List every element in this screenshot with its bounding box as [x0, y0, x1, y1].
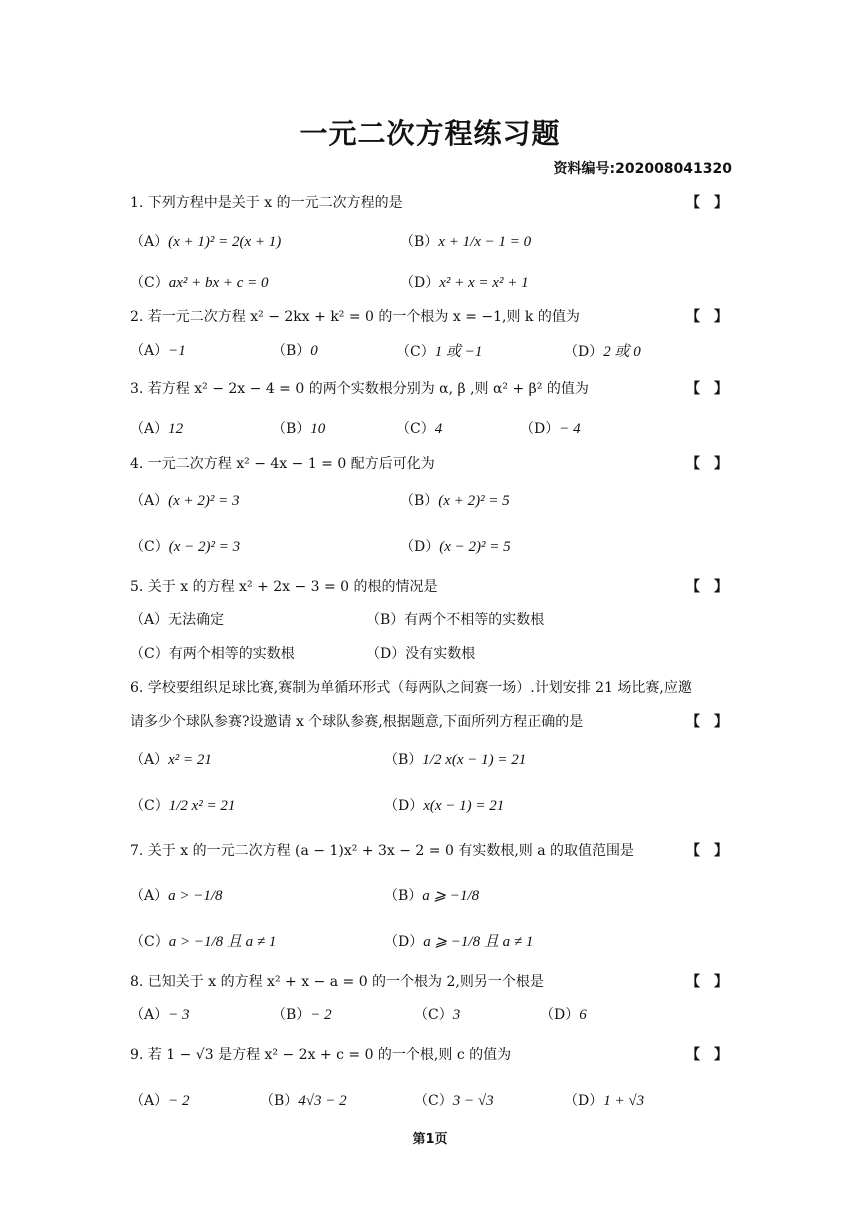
q7-option-d — [384, 930, 533, 951]
document-number: 资料编号:202008041320 — [553, 161, 732, 177]
option-label: （B） — [384, 752, 423, 768]
option-expr: (x + 2)² = 3 — [168, 493, 240, 509]
option-label: （A） — [130, 752, 169, 768]
option-expr: 3 — [452, 1007, 461, 1023]
q3-option-c — [396, 418, 442, 438]
option-label: （A） — [130, 612, 169, 628]
q6-option-a — [130, 749, 212, 769]
q9-option-a — [130, 1090, 190, 1110]
option-expr: − 2 — [310, 1007, 332, 1023]
answer-bracket-6: 【 】 — [686, 714, 728, 730]
option-expr: (x − 2)² = 5 — [439, 539, 511, 555]
q8-option-d — [540, 1004, 587, 1024]
question-1-stem: 1. 下列方程中是关于 x 的一元二次方程的是 — [130, 195, 403, 211]
option-expr: − 4 — [559, 421, 581, 437]
q8-option-a — [130, 1004, 190, 1024]
question-8-stem: 8. 已知关于 x 的方程 x² + x − a = 0 的一个根为 2,则另一个根是 — [130, 974, 544, 990]
option-label: （C） — [130, 646, 169, 662]
answer-bracket-7: 【 】 — [686, 843, 728, 859]
option-label: （D） — [384, 798, 424, 814]
q4-option-b — [400, 490, 510, 510]
option-expr: 4 — [434, 421, 443, 437]
option-label: （C） — [130, 934, 169, 950]
option-label: （B） — [272, 343, 311, 359]
q9-option-c — [414, 1090, 494, 1110]
option-expr: 6 — [579, 1007, 587, 1023]
q3-option-b — [272, 418, 325, 438]
option-expr: 4√3 − 2 — [298, 1093, 347, 1109]
option-label: （B） — [400, 493, 439, 509]
option-expr: x(x − 1) = 21 — [423, 798, 505, 814]
option-expr: a > −1/8 — [168, 888, 223, 904]
option-expr: 1/2 x(x − 1) = 21 — [422, 752, 527, 768]
option-expr: 有两个相等的实数根 — [168, 646, 295, 662]
q8-option-c — [414, 1004, 460, 1024]
option-label: （B） — [272, 1007, 311, 1023]
option-expr: x + 1/x − 1 = 0 — [438, 234, 532, 250]
option-label: （D） — [384, 934, 424, 950]
q1-option-a — [130, 231, 281, 251]
question-3-stem: 3. 若方程 x² − 2x − 4 = 0 的两个实数根分别为 α, β ,则 α² + β² 的值为 — [130, 381, 589, 397]
option-label: （A） — [130, 888, 169, 904]
question-7-stem: 7. 关于 x 的一元二次方程 (a − 1)x² + 3x − 2 = 0 有实数根,则 a 的取值范围是 — [130, 843, 635, 859]
option-label: （D） — [400, 275, 440, 291]
option-expr: −1 — [168, 343, 186, 359]
option-expr: 有两个不相等的实数根 — [404, 612, 545, 628]
answer-bracket-2: 【 】 — [686, 309, 728, 325]
q6-option-c — [130, 795, 235, 815]
q1-option-d — [400, 272, 529, 292]
option-expr: 3 − √3 — [452, 1093, 494, 1109]
option-expr: 1/2 x² = 21 — [168, 798, 236, 814]
answer-bracket-3: 【 】 — [686, 381, 728, 397]
q2-option-a — [130, 340, 186, 360]
q7-option-b — [384, 885, 479, 905]
option-label: （C） — [396, 421, 435, 437]
question-2-stem: 2. 若一元二次方程 x² − 2kx + k² = 0 的一个根为 x = −1,则 k 的值为 — [130, 309, 580, 325]
q9-option-d — [564, 1090, 644, 1110]
option-expr: − 2 — [168, 1093, 190, 1109]
q4-option-c — [130, 536, 240, 556]
option-expr: ax² + bx + c = 0 — [168, 275, 269, 291]
option-label: （D） — [366, 646, 406, 662]
question-9-stem: 9. 若 1 − √3 是方程 x² − 2x + c = 0 的一个根,则 c 的值为 — [130, 1047, 512, 1063]
q5-option-a — [130, 609, 224, 629]
option-expr: x² = 21 — [168, 752, 212, 768]
question-4-stem: 4. 一元二次方程 x² − 4x − 1 = 0 配方后可化为 — [130, 456, 435, 472]
q1-option-c — [130, 272, 269, 292]
option-expr: − 3 — [168, 1007, 190, 1023]
q2-option-d — [564, 340, 641, 361]
option-expr: 无法确定 — [168, 612, 225, 628]
option-expr: (x + 1)² = 2(x + 1) — [168, 234, 282, 250]
option-label: （B） — [260, 1093, 299, 1109]
q5-option-c — [130, 643, 295, 663]
option-label: （C） — [130, 539, 169, 555]
q8-option-b — [272, 1004, 332, 1024]
option-expr: 12 — [168, 421, 184, 437]
question-6-stem-cont: 请多少个球队参赛?设邀请 x 个球队参赛,根据题意,下面所列方程正确的是 — [130, 714, 584, 730]
option-label: （B） — [384, 888, 423, 904]
option-label: （B） — [272, 421, 311, 437]
option-label: （C） — [130, 798, 169, 814]
answer-bracket-5: 【 】 — [686, 579, 728, 595]
option-label: （D） — [564, 344, 604, 360]
q3-option-d — [520, 418, 581, 438]
q1-option-b — [400, 231, 531, 251]
option-label: （C） — [396, 344, 435, 360]
page-footer: 第1页 — [412, 1132, 448, 1147]
option-label: （A） — [130, 234, 169, 250]
option-expr: 10 — [310, 421, 326, 437]
q5-option-b — [366, 609, 544, 629]
option-expr: a ⩾ −1/8 且 a ≠ 1 — [423, 934, 534, 950]
option-expr: x² + x = x² + 1 — [439, 275, 529, 291]
option-label: （A） — [130, 1093, 169, 1109]
option-label: （D） — [520, 421, 560, 437]
answer-bracket-1: 【 】 — [686, 195, 728, 211]
option-expr: (x + 2)² = 5 — [438, 493, 510, 509]
q2-option-b — [272, 340, 318, 360]
option-label: （B） — [366, 612, 405, 628]
option-label: （A） — [130, 343, 169, 359]
option-label: （D） — [540, 1007, 580, 1023]
answer-bracket-9: 【 】 — [686, 1047, 728, 1063]
option-label: （C） — [130, 275, 169, 291]
option-label: （D） — [400, 539, 440, 555]
option-label: （A） — [130, 493, 169, 509]
q7-option-c — [130, 930, 276, 951]
q2-option-c — [396, 340, 482, 361]
page-title: 一元二次方程练习题 — [299, 117, 561, 150]
answer-bracket-8: 【 】 — [686, 974, 728, 990]
q6-option-d — [384, 795, 504, 815]
option-label: （A） — [130, 421, 169, 437]
option-expr: 0 — [310, 343, 318, 359]
option-expr: 没有实数根 — [405, 646, 476, 662]
question-6-stem: 6. 学校要组织足球比赛,赛制为单循环形式（每两队之间赛一场）.计划安排 21 场比赛,应邀 — [130, 680, 692, 696]
option-label: （B） — [400, 234, 439, 250]
option-expr: a ⩾ −1/8 — [422, 888, 480, 904]
q4-option-a — [130, 490, 240, 510]
option-label: （C） — [414, 1007, 453, 1023]
option-expr: 1 + √3 — [603, 1093, 645, 1109]
q9-option-b — [260, 1090, 347, 1110]
question-5-stem: 5. 关于 x 的方程 x² + 2x − 3 = 0 的根的情况是 — [130, 579, 438, 595]
option-label: （A） — [130, 1007, 169, 1023]
q5-option-d — [366, 643, 475, 663]
option-expr: a > −1/8 且 a ≠ 1 — [168, 934, 277, 950]
answer-bracket-4: 【 】 — [686, 456, 728, 472]
q7-option-a — [130, 885, 223, 905]
option-expr: (x − 2)² = 3 — [168, 539, 241, 555]
option-label: （C） — [414, 1093, 453, 1109]
q3-option-a — [130, 418, 183, 438]
q6-option-b — [384, 749, 526, 769]
option-label: （D） — [564, 1093, 604, 1109]
option-expr: 1 或 −1 — [434, 344, 483, 360]
option-expr: 2 或 0 — [603, 344, 641, 360]
q4-option-d — [400, 536, 511, 556]
